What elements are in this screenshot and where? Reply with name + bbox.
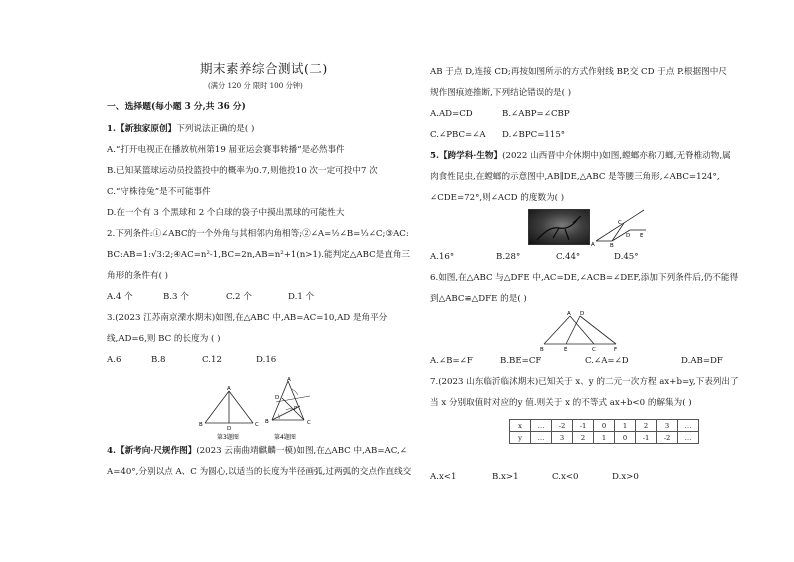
table-cell: 2 bbox=[636, 420, 657, 432]
table-cell: 2 bbox=[573, 432, 594, 444]
table-cell: 0 bbox=[615, 432, 636, 444]
option-d: D.x>0 bbox=[612, 472, 639, 482]
option-d: D.在一个有 3 个黑球和 2 个白球的袋子中摸出黑球的可能性大 bbox=[107, 208, 345, 218]
option-b: B.BE=CF bbox=[500, 356, 542, 366]
table-cell: … bbox=[531, 432, 552, 444]
figure-caption: 第4题图 bbox=[274, 434, 296, 441]
table-cell: … bbox=[678, 420, 699, 432]
question-stem-line: 6.如图,在△ABC 与△DFE 中,AC=DE,∠ACB=∠DEF,添加下列条件后,仍不能得 bbox=[430, 273, 739, 283]
vertex-label: F bbox=[614, 347, 618, 352]
vertex-label: B bbox=[199, 422, 203, 428]
option-a: A.16° bbox=[430, 252, 455, 262]
option-b: B.8 bbox=[151, 355, 166, 365]
vertex-label: A bbox=[567, 311, 571, 317]
table-row bbox=[510, 432, 699, 444]
table-cell: 0 bbox=[594, 420, 615, 432]
table-row bbox=[510, 420, 699, 432]
vertex-label: E bbox=[640, 233, 644, 239]
option-b: B.x>1 bbox=[492, 472, 519, 482]
vertex-label: D bbox=[227, 426, 232, 432]
question-tag: 4.【新考向·尺规作图】 bbox=[107, 446, 197, 456]
vertex-label: B bbox=[610, 243, 614, 248]
table-cell: 1 bbox=[594, 432, 615, 444]
option-d: D.AB=DF bbox=[681, 356, 723, 366]
question-stem-line: BC:AB=1:√3:2;④AC=n²-1,BC=2n,AB=n²+1(n>1).能判定△ABC是直角三 bbox=[107, 250, 411, 260]
vertex-label: C bbox=[592, 347, 596, 352]
table-cell: -2 bbox=[657, 432, 678, 444]
vertex-label: C bbox=[255, 422, 259, 428]
question-stem-line: A=40°,分别以点 A、C 为圆心,以适当的长度为半径画弧,过两弧的交点作直线交 bbox=[107, 467, 412, 477]
exam-info: (满分 120 分 限时 100 分钟) bbox=[208, 81, 303, 90]
table-cell: … bbox=[678, 432, 699, 444]
question-tag: 1.【新独家原创】 bbox=[107, 124, 177, 134]
option-d: D.1 个 bbox=[288, 292, 315, 302]
page-title: 期末素养综合测试(二) bbox=[200, 61, 328, 76]
table-cell: -2 bbox=[552, 420, 573, 432]
vertex-label: B bbox=[540, 347, 544, 352]
option-a: A.AD=CD bbox=[430, 109, 473, 119]
vertex-label: E bbox=[564, 347, 568, 352]
table-cell: x bbox=[510, 420, 531, 432]
question-stem-line: 到△ABC≌△DFE 的是( ) bbox=[430, 294, 527, 304]
question-stem-line: 当 x 分别取值时对应的y 值.则关于 x 的不等式 ax+b<0 的解集为( ) bbox=[430, 398, 692, 408]
vertex-label: D bbox=[275, 395, 280, 401]
option-c: C.“守株待兔”是不可能事件 bbox=[107, 187, 211, 197]
table-cell: -1 bbox=[573, 420, 594, 432]
table-cell: … bbox=[531, 420, 552, 432]
question-stem: 下列说法正确的是( ) bbox=[176, 124, 255, 134]
question-stem-line: 7.(2023 山东临沂临沭期末)已知关于 x、y 的二元一次方程 ax+b=y,下表列出了 bbox=[430, 377, 739, 387]
mantis-silhouette-icon bbox=[529, 210, 589, 244]
figure-q3-triangle bbox=[195, 385, 265, 445]
option-c: C.44° bbox=[556, 252, 581, 262]
question-stem-line: 角形的条件有( ) bbox=[107, 271, 168, 281]
question-stem-line: 2.下列条件:①∠ABC的一个外角与其相邻内角相等;②∠A=½∠B=⅓∠C;③AC: bbox=[107, 229, 409, 239]
figure-q5-diagram bbox=[590, 206, 650, 248]
mantis-photo bbox=[528, 209, 590, 245]
option-b: B.∠ABP=∠CBP bbox=[502, 109, 570, 119]
option-b: B.已知某篮球运动员投篮投中的概率为0.7,则他投10 次一定可投中7 次 bbox=[107, 166, 378, 176]
question-stem-line: (2023 云南曲靖麒麟一模)如图,在△ABC 中,AB=AC,∠ bbox=[196, 446, 407, 456]
option-c: C.∠A=∠D bbox=[585, 356, 629, 366]
vertex-label: D bbox=[580, 311, 585, 317]
option-c: C.x<0 bbox=[552, 472, 579, 482]
option-c: C.12 bbox=[202, 355, 222, 365]
option-c: C.∠PBC=∠A bbox=[430, 130, 486, 140]
question-stem-line: AB 于点 D,连接 CD;再按如图所示的方式作射线 BP,交 CD 于点 P.根据图中尺 bbox=[430, 67, 727, 77]
figure-q6-triangles bbox=[540, 308, 620, 352]
figure-caption: 第3题图 bbox=[217, 434, 239, 441]
table-cell: 3 bbox=[657, 420, 678, 432]
question-stem-line: (2022 山西晋中介休期中)如图,螳螂亦称刀螂,无脊椎动物,属 bbox=[502, 151, 731, 161]
question-stem-line: 线,AD=6,则 BC 的长度为 ( ) bbox=[107, 334, 221, 344]
option-b: B.3 个 bbox=[163, 292, 189, 302]
option-d: D.45° bbox=[614, 252, 639, 262]
vertex-label: C bbox=[618, 220, 622, 226]
option-b: B.28° bbox=[496, 252, 521, 262]
question-stem-line: ∠CDE=72°,则∠ACD 的度数为( ) bbox=[430, 193, 565, 203]
option-c: C.2 个 bbox=[226, 292, 252, 302]
vertex-label: A bbox=[287, 377, 291, 383]
question-stem-line: 肉食性昆虫,在螳螂的示意图中,AB∥DE,△ABC 是等腰三角形,∠ABC=124°, bbox=[430, 172, 720, 182]
option-a: A.x<1 bbox=[430, 472, 457, 482]
option-a: A.6 bbox=[107, 355, 122, 365]
vertex-label: P bbox=[294, 406, 298, 412]
section-heading: 一、选择题(每小题 3 分,共 36 分) bbox=[107, 102, 246, 112]
vertex-label: D bbox=[626, 233, 631, 239]
option-d: D.16 bbox=[256, 355, 277, 365]
vertex-label: A bbox=[227, 386, 231, 392]
question-stem-line: 3.(2023 江苏南京溧水期末)如图,在△ABC 中,AB=AC=10,AD 是角平分 bbox=[107, 313, 388, 323]
table-cell: y bbox=[510, 432, 531, 444]
vertex-label: C bbox=[307, 420, 311, 426]
option-a: A.“打开电视正在播放杭州第19 届亚运会赛事转播”是必然事件 bbox=[107, 145, 345, 155]
xy-value-table bbox=[509, 419, 699, 444]
question-tag: 5.【跨学科·生物】 bbox=[430, 151, 503, 161]
option-d: D.∠BPC=115° bbox=[502, 130, 566, 140]
option-a: A.4 个 bbox=[107, 292, 133, 302]
vertex-label: A bbox=[591, 242, 595, 248]
vertex-label: B bbox=[265, 419, 269, 425]
table-cell: 3 bbox=[552, 432, 573, 444]
table-cell: 1 bbox=[615, 420, 636, 432]
question-stem-line: 规作图痕迹推断,下列结论错误的是( ) bbox=[430, 88, 572, 98]
option-a: A.∠B=∠F bbox=[430, 356, 473, 366]
figure-q4-construction bbox=[262, 376, 324, 446]
table-cell: -1 bbox=[636, 432, 657, 444]
